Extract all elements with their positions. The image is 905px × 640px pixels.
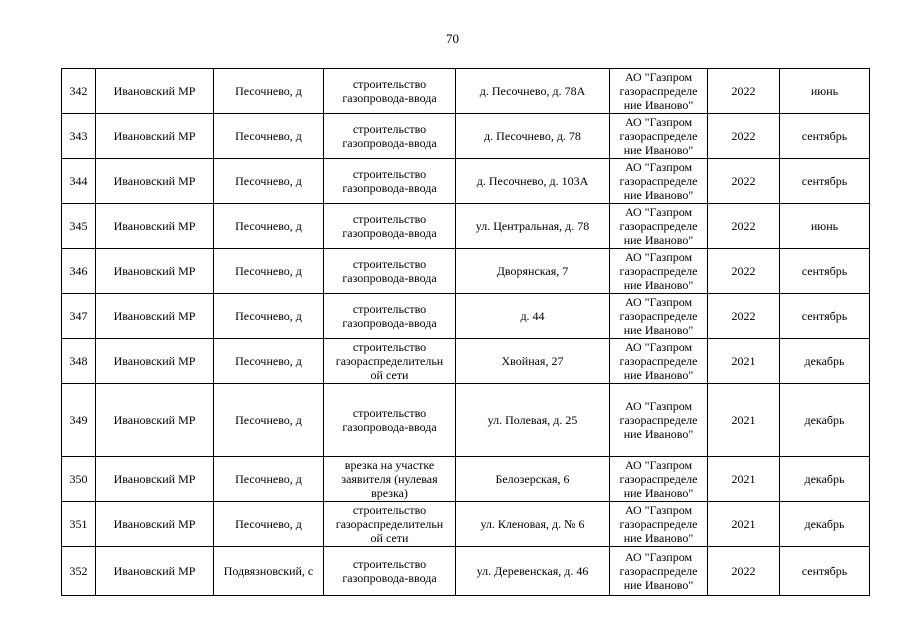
work-type-cell: строительство газопровода-ввода	[324, 159, 456, 204]
year-cell: 2022	[708, 249, 780, 294]
settlement-cell: Песочнево, д	[214, 159, 324, 204]
district-cell: Ивановский МР	[96, 457, 214, 502]
district-cell: Ивановский МР	[96, 204, 214, 249]
month-cell: декабрь	[780, 457, 870, 502]
settlement-cell: Песочнево, д	[214, 249, 324, 294]
row-number-cell: 345	[62, 204, 96, 249]
district-cell: Ивановский МР	[96, 249, 214, 294]
settlement-cell: Песочнево, д	[214, 339, 324, 384]
settlement-cell: Песочнево, д	[214, 69, 324, 114]
address-cell: ул. Деревенская, д. 46	[456, 547, 610, 596]
year-cell: 2022	[708, 114, 780, 159]
address-cell: Белозерская, 6	[456, 457, 610, 502]
address-cell: д. Песочнево, д. 78А	[456, 69, 610, 114]
work-type-cell: строительство газопровода-ввода	[324, 114, 456, 159]
district-cell: Ивановский МР	[96, 294, 214, 339]
address-cell: д. Песочнево, д. 78	[456, 114, 610, 159]
organization-cell: АО "Газпром газораспределе ние Иваново"	[610, 547, 708, 596]
settlement-cell: Песочнево, д	[214, 502, 324, 547]
month-cell: сентябрь	[780, 114, 870, 159]
month-cell: сентябрь	[780, 547, 870, 596]
table-row	[62, 547, 870, 596]
year-cell: 2022	[708, 294, 780, 339]
table-row	[62, 114, 870, 159]
organization-cell: АО "Газпром газораспределе ние Иваново"	[610, 69, 708, 114]
address-cell: ул. Кленовая, д. № 6	[456, 502, 610, 547]
table-row	[62, 294, 870, 339]
work-type-cell: строительство газопровода-ввода	[324, 204, 456, 249]
address-cell: ул. Центральная, д. 78	[456, 204, 610, 249]
year-cell: 2021	[708, 339, 780, 384]
settlement-cell: Песочнево, д	[214, 294, 324, 339]
address-cell: д. Песочнево, д. 103А	[456, 159, 610, 204]
address-cell: Дворянская, 7	[456, 249, 610, 294]
organization-cell: АО "Газпром газораспределе ние Иваново"	[610, 384, 708, 457]
district-cell: Ивановский МР	[96, 114, 214, 159]
work-type-cell: строительство газопровода-ввода	[324, 294, 456, 339]
month-cell: декабрь	[780, 339, 870, 384]
work-type-cell: строительство газопровода-ввода	[324, 547, 456, 596]
organization-cell: АО "Газпром газораспределе ние Иваново"	[610, 502, 708, 547]
organization-cell: АО "Газпром газораспределе ние Иваново"	[610, 114, 708, 159]
row-number-cell: 348	[62, 339, 96, 384]
row-number-cell: 342	[62, 69, 96, 114]
organization-cell: АО "Газпром газораспределе ние Иваново"	[610, 204, 708, 249]
row-number-cell: 346	[62, 249, 96, 294]
table-row	[62, 249, 870, 294]
table-row	[62, 384, 870, 457]
year-cell: 2022	[708, 159, 780, 204]
organization-cell: АО "Газпром газораспределе ние Иваново"	[610, 249, 708, 294]
gas-connection-table	[61, 68, 870, 596]
work-type-cell: строительство газораспределительн ой сети	[324, 339, 456, 384]
settlement-cell: Подвязновский, с	[214, 547, 324, 596]
address-cell: ул. Полевая, д. 25	[456, 384, 610, 457]
row-number-cell: 347	[62, 294, 96, 339]
row-number-cell: 352	[62, 547, 96, 596]
year-cell: 2021	[708, 457, 780, 502]
table-row	[62, 159, 870, 204]
district-cell: Ивановский МР	[96, 159, 214, 204]
work-type-cell: строительство газораспределительн ой сети	[324, 502, 456, 547]
work-type-cell: строительство газопровода-ввода	[324, 384, 456, 457]
month-cell: июнь	[780, 204, 870, 249]
year-cell: 2022	[708, 204, 780, 249]
district-cell: Ивановский МР	[96, 69, 214, 114]
work-type-cell: строительство газопровода-ввода	[324, 249, 456, 294]
page-number: 70	[446, 31, 459, 46]
district-cell: Ивановский МР	[96, 502, 214, 547]
row-number-cell: 351	[62, 502, 96, 547]
year-cell: 2021	[708, 384, 780, 457]
table-row	[62, 502, 870, 547]
year-cell: 2022	[708, 69, 780, 114]
month-cell: сентябрь	[780, 159, 870, 204]
organization-cell: АО "Газпром газораспределе ние Иваново"	[610, 159, 708, 204]
row-number-cell: 350	[62, 457, 96, 502]
month-cell: июнь	[780, 69, 870, 114]
month-cell: декабрь	[780, 502, 870, 547]
organization-cell: АО "Газпром газораспределе ние Иваново"	[610, 457, 708, 502]
settlement-cell: Песочнево, д	[214, 204, 324, 249]
month-cell: декабрь	[780, 384, 870, 457]
year-cell: 2022	[708, 547, 780, 596]
work-type-cell: строительство газопровода-ввода	[324, 69, 456, 114]
row-number-cell: 344	[62, 159, 96, 204]
table-row	[62, 339, 870, 384]
settlement-cell: Песочнево, д	[214, 114, 324, 159]
settlement-cell: Песочнево, д	[214, 384, 324, 457]
organization-cell: АО "Газпром газораспределе ние Иваново"	[610, 294, 708, 339]
district-cell: Ивановский МР	[96, 547, 214, 596]
district-cell: Ивановский МР	[96, 384, 214, 457]
work-type-cell: врезка на участке заявителя (нулевая врезка)	[324, 457, 456, 502]
table-row	[62, 457, 870, 502]
organization-cell: АО "Газпром газораспределе ние Иваново"	[610, 339, 708, 384]
district-cell: Ивановский МР	[96, 339, 214, 384]
month-cell: сентябрь	[780, 294, 870, 339]
row-number-cell: 343	[62, 114, 96, 159]
settlement-cell: Песочнево, д	[214, 457, 324, 502]
month-cell: сентябрь	[780, 249, 870, 294]
table-body	[62, 69, 870, 596]
address-cell: д. 44	[456, 294, 610, 339]
year-cell: 2021	[708, 502, 780, 547]
table-row	[62, 204, 870, 249]
row-number-cell: 349	[62, 384, 96, 457]
table-row	[62, 69, 870, 114]
address-cell: Хвойная, 27	[456, 339, 610, 384]
